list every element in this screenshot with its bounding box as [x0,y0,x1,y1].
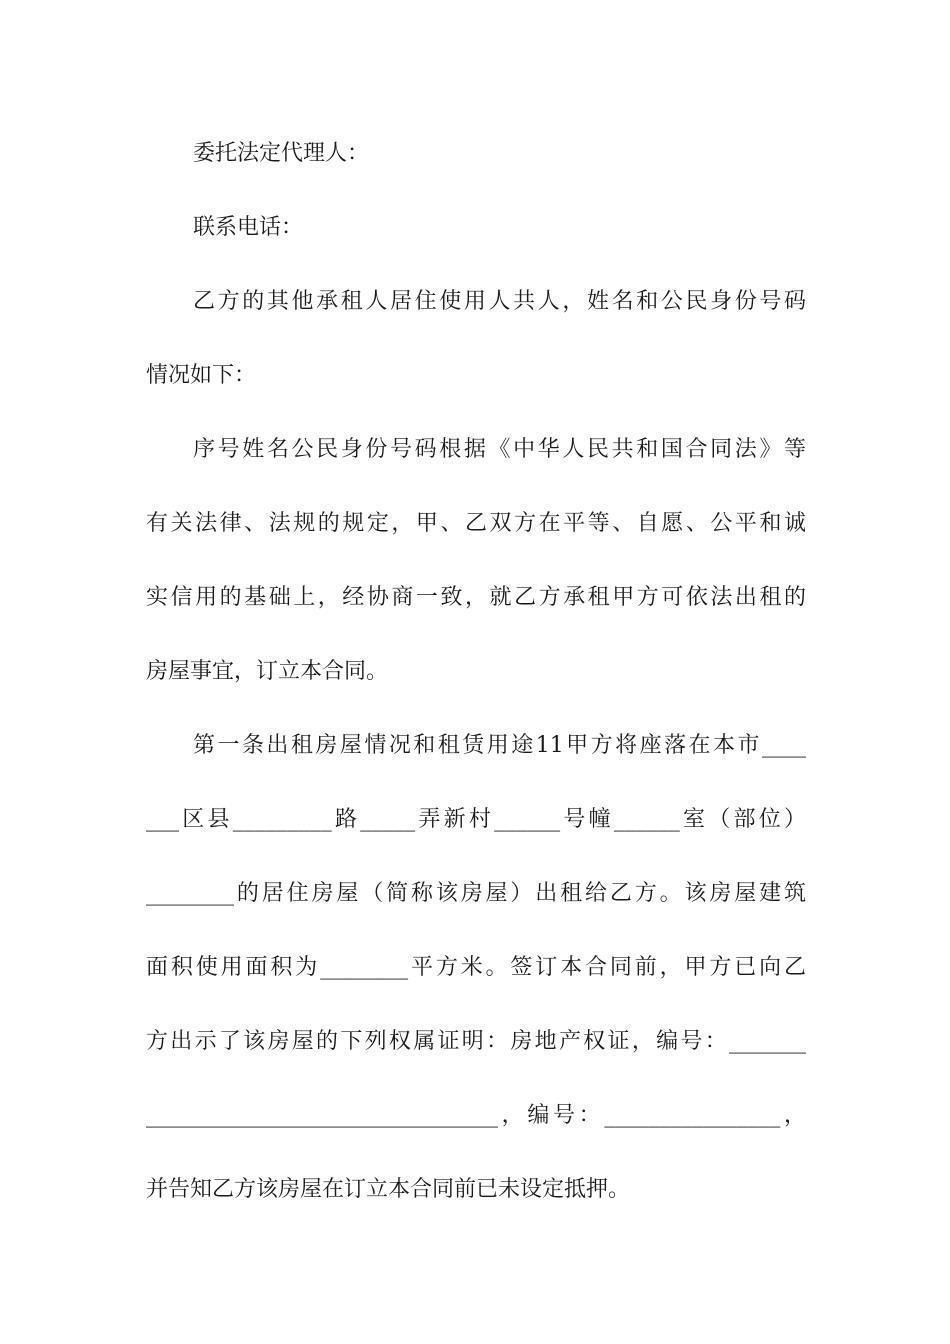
text-line-certificate-number: ________________________________，编号：________________， [146,1103,806,1128]
text-line-basis-3: 实信用的基础上，经协商一致，就乙方承租甲方可依法出租的 [146,585,806,610]
text-line-area: 面积使用面积为________平方米。签订本合同前，甲方已向乙 [146,955,806,980]
text-line-article-1: 第一条出租房屋情况和租赁用途11甲方将座落在本市____ [193,733,806,758]
text-line-address: ___区县_________路_____弄新村______号幢______室（部位） [146,807,806,832]
text-line-agent: 委托法定代理人： [193,141,370,166]
text-line-phone: 联系电话： [193,215,304,240]
text-line-cotenants-cont: 情况如下： [146,363,257,388]
text-line-mortgage: 并告知乙方该房屋在订立本合同前已未设定抵押。 [146,1177,631,1202]
text-line-basis: 序号姓名公民身份号码根据《中华人民共和国合同法》等 [193,437,806,462]
text-line-cotenants: 乙方的其他承租人居住使用人共人，姓名和公民身份号码 [193,289,806,314]
text-line-premises: ________的居住房屋（简称该房屋）出租给乙方。该房屋建筑 [146,881,806,906]
text-line-basis-4: 房屋事宜，订立本合同。 [146,659,389,684]
text-line-basis-2: 有关法律、法规的规定，甲、乙双方在平等、自愿、公平和诚 [146,511,806,536]
text-line-certificate: 方出示了该房屋的下列权属证明：房地产权证，编号：_______ [146,1029,806,1054]
